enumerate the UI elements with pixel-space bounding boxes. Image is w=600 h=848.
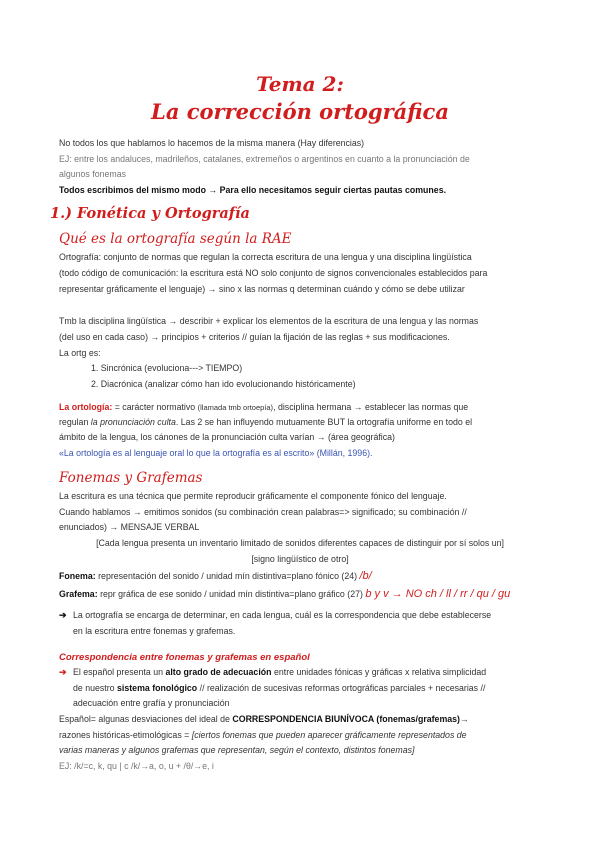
espanol-line-3: varias maneras y algunos grafemas que representan, según el contexto, distintos fonemas] (59, 745, 415, 755)
example-line: EJ: /k/=c, k, qu | c /k/→a, o, u + /θ/→e, i (59, 761, 214, 771)
ortologia-text: , disciplina hermana → establecer las normas que (273, 402, 469, 412)
correspondencia-text: El español presenta un (73, 667, 166, 677)
ortografia-p4: Tmb la disciplina lingüística → describir + explicar los elementos de la escritura de una lengua y las normas (59, 316, 479, 326)
ortologia-quote: «La ortología es al lenguaje oral lo que la ortografía es al escrito» (Millán, 1996). (59, 448, 373, 458)
arrow-bullet-icon: ➔ (59, 610, 67, 620)
espanol-line-2 (59, 730, 467, 741)
fonema-definition (59, 571, 372, 582)
fonemas-center-2: [signo lingüístico de otro] (251, 554, 349, 564)
fonemas-center-1: [Cada lengua presenta un inventario limitado de sonidos diferentes capaces de distinguir por sí solos un] (96, 538, 504, 548)
espanol-bold: CORRESPONDENCIA BIUNÍVOCA (fonemas/grafemas) (232, 714, 460, 724)
ortografia-p3: representar gráficamente el lenguaje) → sino x las normas q determinan cuándo y cómo se debe utilizar (59, 284, 465, 294)
espanol-text: Español= algunas desviaciones del ideal de (59, 714, 233, 724)
section-1-heading: 1.) Fonética y Ortografía (50, 205, 250, 222)
ortologia-line-3: ámbito de la lengua, los cánones de la pronunciación culta varían → (área geográfica) (59, 432, 395, 442)
ortologia-line-1 (59, 402, 468, 413)
fonemas-bullet-line-2: en la escritura entre fonemas y grafemas. (73, 626, 236, 636)
ortologia-line-2 (59, 417, 472, 428)
fonemas-line-3: enunciados) → MENSAJE VERBAL (59, 522, 200, 532)
espanol-text: → (460, 714, 469, 724)
correspondencia-bold: alto grado de adecuación (165, 667, 272, 677)
correspondencia-text: de nuestro (73, 683, 118, 693)
title-line-2: La corrección ortográfica (151, 99, 449, 124)
ortografia-p2: (todo código de comunicación: la escritura está NO solo conjunto de signos convencionales establecidos para (59, 268, 488, 278)
ortologia-note: (llamada tmb ortoepía) (197, 403, 274, 412)
correspondencia-text: // realización de sucesivas reformas ortográficas parciales + necesarias // (197, 683, 486, 693)
ortografia-p1: Ortografía: conjunto de normas que regulan la correcta escritura de una lengua y una disciplina lingüística (59, 252, 472, 262)
correspondencia-bold: sistema fonológico (117, 683, 198, 693)
espanol-text: razones históricas-etimológicas = (59, 730, 192, 740)
fonema-label: Fonema: (59, 571, 96, 581)
fonemas-bullet-line-1: La ortografía se encarga de determinar, en cada lengua, cuál es la correspondencia que debe establecerse (73, 610, 492, 620)
ortografia-p6: La ortg es: (59, 348, 101, 358)
title-line-1: Tema 2: (256, 72, 344, 96)
grafema-label: Grafema: (59, 589, 98, 599)
fonema-text: representación del sonido / unidad mín distintiva=plano fónico (24) (95, 571, 360, 581)
ortologia-text: regulan (59, 417, 91, 427)
correspondencia-heading: Correspondencia entre fonemas y grafemas en español (59, 652, 310, 663)
espanol-line-1 (59, 714, 469, 725)
ortografia-heading: Qué es la ortografía según la RAE (59, 231, 292, 247)
intro-line-3: algunos fonemas (59, 169, 126, 179)
intro-line-2: EJ: entre los andaluces, madrileños, catalanes, extremeños o argentinos en cuanto a la pronunciación de (59, 154, 470, 164)
list-item: 2. Diacrónica (analizar cómo han ido evolucionando históricamente) (91, 379, 356, 389)
correspondencia-line-1 (73, 667, 486, 677)
list-item: 1. Sincrónica (evoluciona---> TIEMPO) (91, 363, 243, 373)
ortologia-label: La ortología: (59, 402, 113, 412)
correspondencia-text: entre unidades fónicas y gráficas x relativa simplicidad (271, 667, 487, 677)
ortologia-text: . Las 2 se han influyendo mutuamente BUT la ortografía uniforme en todo el (175, 417, 473, 427)
correspondencia-line-2 (73, 683, 485, 693)
grafema-handwritten: b y v → NO ch / ll / rr / qu / gu (365, 588, 511, 600)
intro-line-4: Todos escribimos del mismo modo → Para ello necesitamos seguir ciertas pautas comunes. (59, 185, 447, 195)
ortologia-text: = carácter normativo (112, 402, 198, 412)
red-arrow-bullet-icon: ➔ (59, 667, 67, 677)
grafema-text: repr gráfica de ese sonido / unidad mín distintiva=plano gráfico (27) (97, 589, 366, 599)
ortografia-p5: (del uso en cada caso) → principios + criterios // guían la fijación de las reglas + sus modificaciones. (59, 332, 450, 342)
intro-line-1: No todos los que hablamos lo hacemos de la misma manera (Hay diferencias) (59, 138, 365, 148)
fonemas-line-2: Cuando hablamos → emitimos sonidos (su combinación crean palabras=> significado; su combinación // (59, 507, 467, 517)
correspondencia-line-3: adecuación entre grafía y pronunciación (73, 698, 230, 708)
fonema-handwritten: /b/ (359, 570, 372, 582)
fonemas-line-1: La escritura es una técnica que permite reproducir gráficamente el componente fónico del lenguaje. (59, 491, 447, 501)
grafema-definition (59, 589, 510, 600)
espanol-italic: [ciertos fonemas que pueden aparecer gráficamente representados de (191, 730, 467, 740)
fonemas-heading: Fonemas y Grafemas (59, 470, 203, 486)
ortologia-italic: la pronunciación culta (90, 417, 176, 427)
